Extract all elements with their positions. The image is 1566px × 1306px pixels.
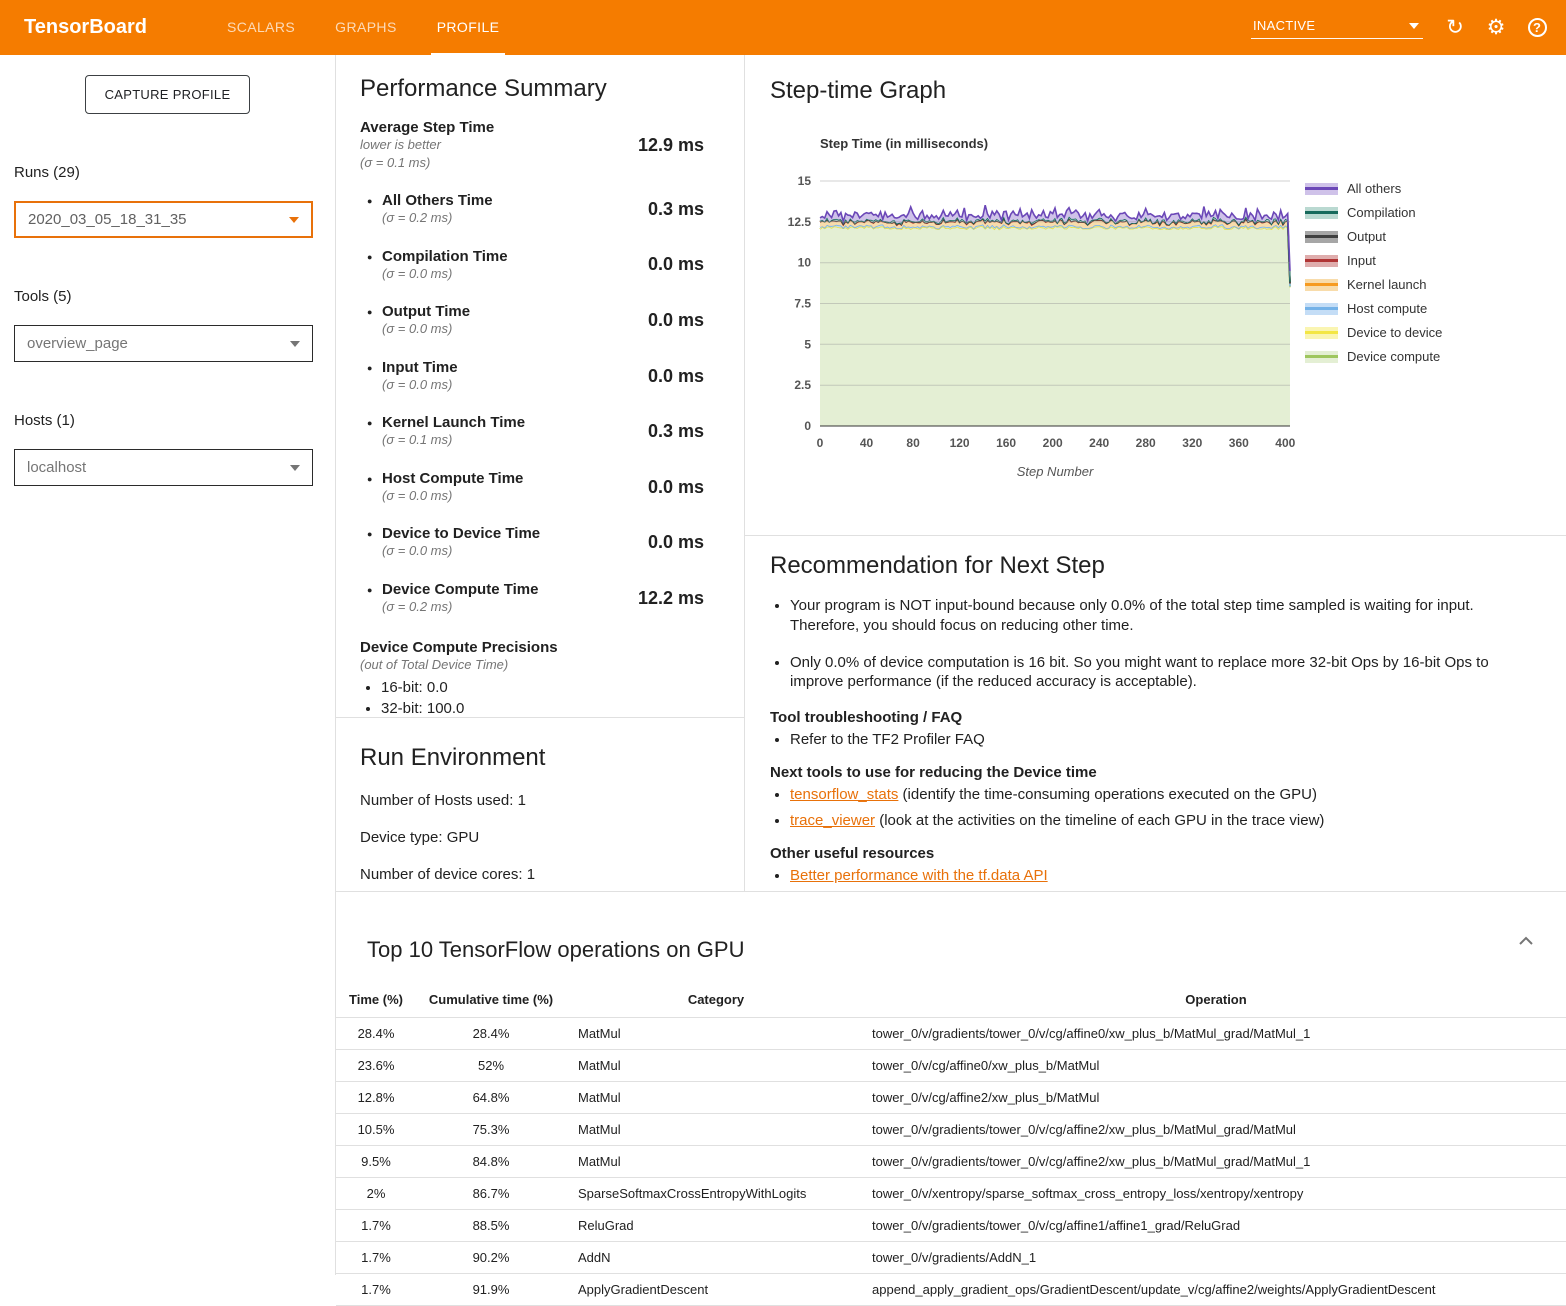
table-row: [336, 1114, 1566, 1146]
bullet-icon: ●: [367, 529, 373, 540]
legend-label: Kernel launch: [1347, 277, 1427, 292]
metric-value: 0.0 ms: [647, 532, 704, 553]
resource-item: [790, 866, 1536, 886]
collapse-chevron-up-icon[interactable]: [1516, 932, 1536, 951]
bullet-icon: ●: [367, 196, 373, 207]
metric-name: Kernel Launch Time: [382, 414, 526, 432]
metric-row: [360, 470, 744, 505]
tools-value: overview_page: [27, 335, 128, 352]
svg-text:0: 0: [816, 436, 824, 450]
category-cell: SparseSoftmaxCrossEntropyWithLogits: [566, 1178, 866, 1210]
cumulative-cell: 52%: [416, 1050, 566, 1082]
help-icon[interactable]: [1525, 18, 1549, 37]
performance-summary-section: [336, 55, 744, 718]
svg-text:160: 160: [996, 436, 1017, 450]
hosts-label: Hosts (1): [14, 412, 75, 429]
precisions-note: (out of Total Device Time): [360, 657, 509, 673]
resources-list: [790, 866, 1536, 886]
metric-row: [360, 303, 744, 338]
capture-profile-button[interactable]: CAPTURE PROFILE: [85, 75, 251, 114]
legend-item: [1305, 277, 1442, 292]
table-row: [336, 1018, 1566, 1050]
column-header: Cumulative time (%): [416, 984, 566, 1018]
metric-name: Host Compute Time: [382, 469, 524, 487]
recommendation-section: [745, 536, 1566, 891]
metric-note: lower is better: [360, 137, 441, 152]
bullet-icon: ●: [367, 473, 373, 484]
category-cell: MatMul: [566, 1146, 866, 1178]
cumulative-cell: 86.7%: [416, 1178, 566, 1210]
operation-cell: tower_0/v/cg/affine2/xw_plus_b/MatMul: [866, 1082, 1566, 1114]
svg-text:12.5: 12.5: [787, 214, 811, 229]
cumulative-cell: 84.8%: [416, 1146, 566, 1178]
svg-text:280: 280: [1135, 436, 1156, 450]
resource-link[interactable]: Better performance with the tf.data API: [790, 866, 1048, 884]
main-content: [336, 55, 1566, 1298]
run-environment-section: [336, 718, 744, 883]
table-row: [336, 1050, 1566, 1082]
legend-swatch: [1305, 207, 1338, 219]
category-cell: ApplyGradientDescent: [566, 1274, 866, 1306]
tools-dropdown[interactable]: [14, 325, 313, 362]
run-environment-lines: [360, 792, 744, 883]
metric-name: Device to Device Time: [382, 525, 541, 543]
metric-sigma: (σ = 0.2 ms): [382, 598, 453, 614]
time-cell: 1.7%: [336, 1210, 416, 1242]
legend-label: Host compute: [1347, 301, 1428, 316]
runs-label: Runs (29): [14, 164, 80, 181]
svg-text:2.5: 2.5: [794, 378, 811, 393]
tool-link[interactable]: tensorflow_stats: [790, 786, 899, 804]
tab-profile[interactable]: PROFILE: [417, 0, 520, 55]
metric-name: Average Step Time: [360, 119, 495, 136]
operation-cell: tower_0/v/gradients/tower_0/v/cg/affine2/xw_plus_b/MatMul_grad/MatMul_1: [866, 1146, 1566, 1178]
bullet-icon: ●: [367, 251, 373, 262]
bullet-icon: ●: [367, 362, 373, 373]
operation-cell: append_apply_gradient_ops/GradientDescent/update_v/cg/affine2/weights/ApplyGradientDescent: [866, 1274, 1566, 1306]
metric-row: [360, 248, 744, 283]
metric-sigma: (σ = 0.0 ms): [382, 376, 453, 392]
faq-title: Tool troubleshooting / FAQ: [770, 709, 963, 727]
metric-value: 12.9 ms: [637, 134, 704, 155]
metric-sigma: (σ = 0.0 ms): [382, 543, 453, 559]
time-cell: 28.4%: [336, 1018, 416, 1050]
category-cell: MatMul: [566, 1114, 866, 1146]
step-time-graph-section: [745, 55, 1566, 536]
time-cell: 1.7%: [336, 1274, 416, 1306]
metric-value: 0.3 ms: [647, 198, 704, 219]
svg-text:Step Number: Step Number: [1016, 464, 1094, 479]
hosts-dropdown[interactable]: [14, 449, 313, 486]
legend-label: Compilation: [1347, 205, 1416, 220]
category-cell: MatMul: [566, 1082, 866, 1114]
top-ops-section: [336, 892, 1566, 1306]
metric-row: [360, 525, 744, 560]
table-row: [336, 1210, 1566, 1242]
time-cell: 2%: [336, 1178, 416, 1210]
column-header: Time (%): [336, 984, 416, 1018]
category-cell: ReluGrad: [566, 1210, 866, 1242]
chevron-down-icon: [290, 341, 300, 347]
time-cell: 9.5%: [336, 1146, 416, 1178]
legend-item: [1305, 253, 1442, 268]
precisions-title: Device Compute Precisions: [360, 639, 558, 657]
table-header-row: [336, 984, 1566, 1018]
metric-name: Output Time: [382, 303, 471, 321]
chevron-down-icon: [1409, 23, 1419, 29]
legend-label: Input: [1347, 253, 1376, 268]
legend-item: [1305, 301, 1442, 316]
metric-name: Compilation Time: [382, 247, 508, 265]
tool-desc: (look at the activities on the timeline of each GPU in the trace view): [875, 811, 1325, 829]
next-tool-item: [790, 811, 1536, 831]
metric-text: [382, 525, 540, 560]
metric-text: [382, 359, 458, 394]
metric-value: 0.3 ms: [647, 421, 704, 442]
operation-cell: tower_0/v/gradients/AddN_1: [866, 1242, 1566, 1274]
metric-row: [360, 192, 744, 227]
metric-name: All Others Time: [382, 192, 493, 210]
legend-swatch: [1305, 327, 1338, 339]
metric-text: [382, 581, 538, 616]
run-environment-line: Number of Hosts used: 1: [360, 792, 526, 809]
metric-row: [360, 581, 744, 616]
status-value: INACTIVE: [1253, 18, 1316, 33]
legend-item: [1305, 181, 1442, 196]
precision-item: • 16-bit: 0.0: [381, 677, 744, 698]
time-cell: 12.8%: [336, 1082, 416, 1114]
runs-dropdown[interactable]: [14, 201, 313, 238]
operation-cell: tower_0/v/gradients/tower_0/v/cg/affine0/xw_plus_b/MatMul_grad/MatMul_1: [866, 1018, 1566, 1050]
gear-icon[interactable]: ⚙: [1486, 16, 1506, 39]
status-dropdown[interactable]: [1251, 16, 1423, 39]
tools-label: Tools (5): [14, 288, 72, 305]
legend-item: [1305, 325, 1442, 340]
metric-value: 0.0 ms: [647, 476, 704, 497]
column-header: Operation: [866, 984, 1566, 1018]
operation-cell: tower_0/v/cg/affine0/xw_plus_b/MatMul: [866, 1050, 1566, 1082]
bullet-icon: ●: [367, 584, 373, 595]
refresh-icon[interactable]: ↻: [1446, 16, 1464, 39]
legend-item: [1305, 229, 1442, 244]
table-row: [336, 1082, 1566, 1114]
metric-name: Device Compute Time: [382, 580, 539, 598]
next-tools-list: [790, 785, 1536, 831]
metric-value: 0.0 ms: [647, 309, 704, 330]
category-cell: AddN: [566, 1242, 866, 1274]
legend-label: Output: [1347, 229, 1387, 244]
table-row: [336, 1274, 1566, 1306]
svg-text:7.5: 7.5: [794, 296, 811, 311]
operation-cell: tower_0/v/gradients/tower_0/v/cg/affine2/xw_plus_b/MatMul_grad/MatMul: [866, 1114, 1566, 1146]
metric-value: 0.0 ms: [647, 254, 704, 275]
metric-text: [382, 248, 508, 283]
svg-text:80: 80: [906, 436, 920, 450]
top-ops-title: Top 10 TensorFlow operations on GPU: [367, 937, 745, 963]
metric-value: 0.0 ms: [647, 365, 704, 386]
step-time-chart: [770, 131, 1296, 479]
tab-graphs[interactable]: GRAPHS: [335, 19, 397, 35]
chevron-down-icon: [289, 217, 299, 223]
svg-text:400: 400: [1275, 436, 1296, 450]
metric-sigma: (σ = 0.0 ms): [382, 321, 453, 337]
recommendation-bullet: • Your program is NOT input-bound because only 0.0% of the total step time sampled is waiting for input. Therefore, you should focus on reducing other time.: [790, 596, 1536, 636]
chart-legend: [1305, 181, 1442, 476]
metric-text: [382, 303, 470, 338]
average-step-time-row: [360, 119, 744, 171]
svg-text:Step Time (in milliseconds): Step Time (in milliseconds): [820, 136, 989, 151]
help-question-glyph: ?: [1528, 18, 1547, 37]
metric-text: [382, 192, 493, 227]
legend-item: [1305, 205, 1442, 220]
faq-list: [790, 730, 1536, 750]
svg-text:10: 10: [797, 255, 811, 270]
time-cell: 10.5%: [336, 1114, 416, 1146]
run-environment-title: Run Environment: [360, 744, 546, 771]
hosts-value: localhost: [27, 459, 87, 476]
recommendation-bullets: [790, 596, 1536, 692]
legend-swatch: [1305, 279, 1338, 291]
legend-swatch: [1305, 303, 1338, 315]
cumulative-cell: 75.3%: [416, 1114, 566, 1146]
precisions-list: [381, 677, 744, 719]
metric-sigma: (σ = 0.0 ms): [382, 265, 453, 281]
metric-sigma: (σ = 0.1 ms): [382, 432, 453, 448]
operation-cell: tower_0/v/xentropy/sparse_softmax_cross_entropy_loss/xentropy/xentropy: [866, 1178, 1566, 1210]
precision-item: • 32-bit: 100.0: [381, 698, 744, 719]
metric-value: 12.2 ms: [637, 587, 704, 608]
top-ops-table: [336, 984, 1566, 1306]
cumulative-cell: 28.4%: [416, 1018, 566, 1050]
metric-sigma: (σ = 0.1 ms): [360, 154, 431, 170]
category-cell: MatMul: [566, 1050, 866, 1082]
resources-title: Other useful resources: [770, 844, 935, 862]
run-environment-line: Number of device cores: 1: [360, 866, 536, 883]
recommendation-bullet: • Only 0.0% of device computation is 16 bit. So you might want to replace more 32-bit Ops by 16-bit Ops to improve performance (if the reduced accuracy is acceptable).: [790, 653, 1536, 693]
metric-sigma: (σ = 0.2 ms): [382, 210, 453, 226]
device-compute-precisions: [360, 639, 744, 719]
time-cell: 23.6%: [336, 1050, 416, 1082]
cumulative-cell: 91.9%: [416, 1274, 566, 1306]
legend-label: Device compute: [1347, 349, 1441, 364]
table-row: [336, 1242, 1566, 1274]
metric-text: [382, 414, 525, 449]
svg-text:0: 0: [804, 419, 811, 433]
cumulative-cell: 64.8%: [416, 1082, 566, 1114]
svg-text:360: 360: [1228, 436, 1249, 450]
column-header: Category: [566, 984, 866, 1018]
chevron-down-icon: [290, 465, 300, 471]
run-environment-line: Device type: GPU: [360, 829, 480, 846]
tool-link[interactable]: trace_viewer: [790, 811, 876, 829]
metric-row: [360, 359, 744, 394]
recommendation-title: Recommendation for Next Step: [770, 552, 1105, 579]
app-title: TensorBoard: [24, 16, 147, 38]
tab-scalars[interactable]: SCALARS: [226, 19, 296, 35]
app-header: [0, 0, 1566, 55]
metrics-list: [360, 192, 744, 615]
operation-cell: tower_0/v/gradients/tower_0/v/cg/affine1/affine1_grad/ReluGrad: [866, 1210, 1566, 1242]
bullet-icon: ●: [367, 307, 373, 318]
legend-item: [1305, 349, 1442, 364]
legend-swatch: [1305, 231, 1338, 243]
legend-swatch: [1305, 351, 1338, 363]
legend-label: Device to device: [1347, 325, 1443, 340]
cumulative-cell: 88.5%: [416, 1210, 566, 1242]
bullet-icon: ●: [367, 418, 373, 429]
time-cell: 1.7%: [336, 1242, 416, 1274]
svg-text:5: 5: [804, 337, 811, 352]
svg-text:40: 40: [859, 436, 874, 450]
svg-text:320: 320: [1182, 436, 1203, 450]
metric-name: Input Time: [382, 358, 458, 376]
svg-text:15: 15: [797, 174, 811, 188]
step-time-graph-title: Step-time Graph: [770, 77, 947, 104]
sidebar: [0, 55, 336, 1275]
faq-item: • Refer to the TF2 Profiler FAQ: [790, 730, 1536, 750]
next-tools-title: Next tools to use for reducing the Device time: [770, 764, 1097, 782]
table-row: [336, 1146, 1566, 1178]
table-row: [336, 1178, 1566, 1210]
metric-text: [382, 470, 523, 505]
svg-text:240: 240: [1089, 436, 1110, 450]
metric-sigma: (σ = 0.0 ms): [382, 487, 453, 503]
legend-label: All others: [1347, 181, 1402, 196]
performance-summary-title: Performance Summary: [360, 75, 607, 102]
nav-tabs: [207, 0, 519, 55]
svg-text:200: 200: [1042, 436, 1063, 450]
tool-desc: (identify the time-consuming operations executed on the GPU): [898, 786, 1317, 804]
next-tool-item: [790, 785, 1536, 805]
legend-swatch: [1305, 255, 1338, 267]
runs-value: 2020_03_05_18_31_35: [28, 211, 187, 228]
metric-row: [360, 414, 744, 449]
legend-swatch: [1305, 183, 1338, 195]
svg-text:120: 120: [949, 436, 970, 450]
cumulative-cell: 90.2%: [416, 1242, 566, 1274]
category-cell: MatMul: [566, 1018, 866, 1050]
